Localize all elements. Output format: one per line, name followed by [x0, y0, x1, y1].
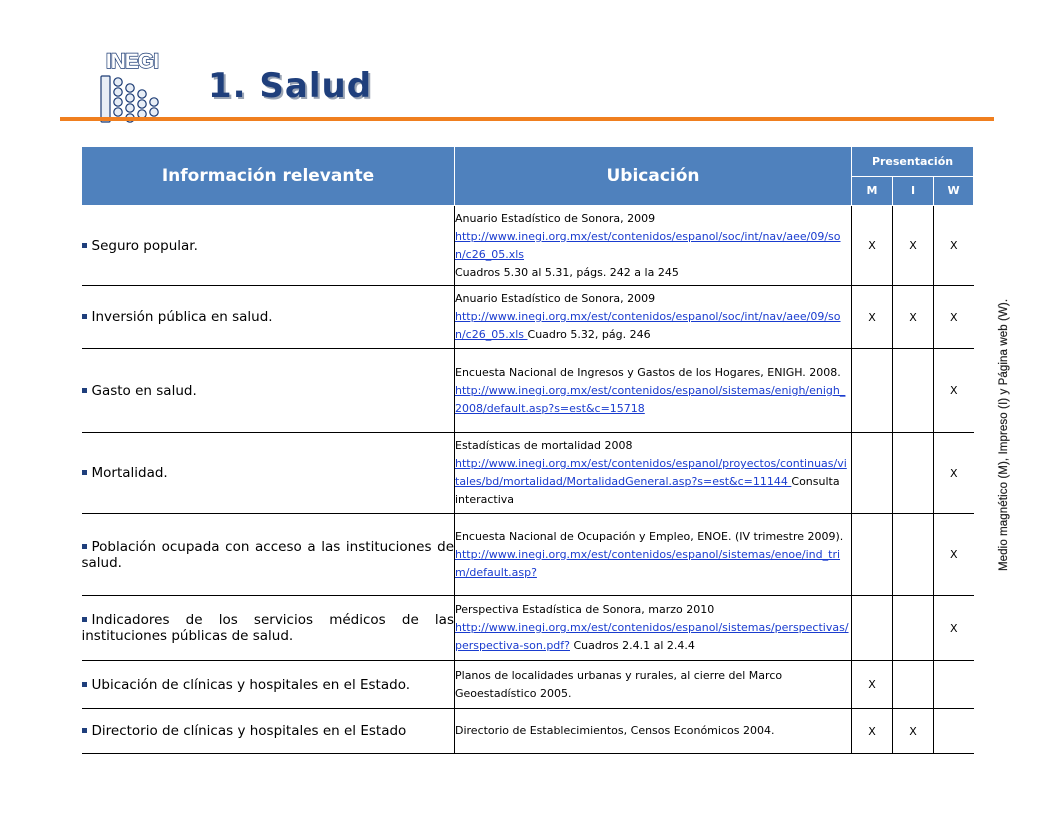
bullet-icon [82, 617, 87, 622]
location-source: Estadísticas de mortalidad 2008 [455, 439, 633, 452]
header-location: Ubicación [455, 147, 852, 206]
info-item [82, 612, 455, 644]
logo-text: INEGI [105, 50, 159, 73]
bullet-icon [82, 544, 87, 549]
cell-location [455, 206, 852, 286]
bullet-icon [82, 243, 87, 248]
location-source: Anuario Estadístico de Sonora, 2009 [455, 211, 656, 225]
info-label: Directorio de clínicas y hospitales en el Estado [91, 723, 407, 739]
cell-i [893, 433, 934, 514]
location-source: Encuesta Nacional de Ocupación y Empleo, ENOE. (IV trimestre 2009). [455, 529, 844, 543]
cell-info [82, 349, 455, 433]
cell-i [893, 349, 934, 433]
cell-m [852, 349, 893, 433]
cell-w [934, 709, 974, 754]
info-label: Indicadores de los servicios médicos de las instituciones públicas de salud. [81, 612, 454, 644]
table-row [82, 349, 974, 433]
cell-i [893, 514, 934, 596]
table-row [82, 596, 974, 661]
info-item [82, 723, 455, 739]
bullet-icon [82, 728, 87, 733]
cell-m: X [852, 661, 893, 709]
location-source: Directorio de Establecimientos, Censos Económicos 2004. [455, 724, 775, 737]
info-item [82, 465, 455, 481]
info-label: Seguro popular. [91, 237, 198, 254]
cell-location [455, 349, 852, 433]
cell-m [852, 514, 893, 596]
header-w: W [934, 176, 974, 206]
cell-w: X [934, 206, 974, 286]
cell-w [934, 661, 974, 709]
location-link[interactable]: http://www.inegi.org.mx/est/contenidos/espanol/soc/int/nav/aee/09/son/c26_05.xls [455, 229, 841, 261]
cell-w: X [934, 286, 974, 349]
cell-m [852, 433, 893, 514]
table-row [82, 206, 974, 286]
cell-m [852, 596, 893, 661]
cell-location [455, 286, 852, 349]
header-i: I [893, 176, 934, 206]
location-link[interactable]: http://www.inegi.org.mx/est/contenidos/espanol/sistemas/perspectivas/perspectiva-son.pdf? [455, 621, 849, 652]
cell-location [455, 433, 852, 514]
location-link[interactable]: http://www.inegi.org.mx/est/contenidos/espanol/sistemas/enoe/ind_trim/default.asp? [455, 547, 841, 579]
info-item [82, 677, 455, 693]
info-item [82, 309, 455, 325]
location-link[interactable]: http://www.inegi.org.mx/est/contenidos/espanol/proyectos/continuas/vitales/bd/mortalidad/MortalidadGeneral.asp?s=est&c=11144 [455, 457, 847, 488]
header-m: M [852, 176, 893, 206]
cell-i: X [893, 709, 934, 754]
cell-m: X [852, 709, 893, 754]
info-table [81, 146, 974, 754]
cell-info [82, 661, 455, 709]
table-row [82, 433, 974, 514]
cell-location [455, 661, 852, 709]
location-detail: Cuadro 5.32, pág. 246 [527, 328, 651, 341]
info-label: Población ocupada con acceso a las instituciones de salud. [81, 538, 454, 571]
cell-w: X [934, 514, 974, 596]
location-source: Anuario Estadístico de Sonora, 2009 [455, 292, 656, 305]
cell-w: X [934, 433, 974, 514]
cell-location [455, 596, 852, 661]
info-label: Gasto en salud. [91, 382, 197, 399]
cell-i [893, 661, 934, 709]
info-label: Inversión pública en salud. [91, 309, 273, 325]
bullet-icon [82, 314, 87, 319]
table-row [82, 709, 974, 754]
table-body [82, 206, 974, 754]
cell-m: X [852, 286, 893, 349]
cell-info [82, 596, 455, 661]
cell-i: X [893, 206, 934, 286]
cell-location [455, 514, 852, 596]
location-detail: Cuadros 2.4.1 al 2.4.4 [573, 639, 695, 652]
location-source: Planos de localidades urbanas y rurales, al cierre del Marco Geoestadístico 2005. [455, 668, 783, 700]
info-label: Mortalidad. [91, 465, 168, 481]
location-link[interactable]: http://www.inegi.org.mx/est/contenidos/espanol/soc/int/nav/aee/09/son/c26_05.xls [455, 310, 841, 341]
cell-w: X [934, 596, 974, 661]
table-row [82, 514, 974, 596]
location-source: Encuesta Nacional de Ingresos y Gastos de los Hogares, ENIGH. 2008. [455, 365, 841, 379]
info-item [82, 238, 455, 254]
header-rule [60, 117, 994, 121]
cell-info [82, 709, 455, 754]
cell-m: X [852, 206, 893, 286]
bullet-icon [82, 388, 87, 393]
cell-w: X [934, 349, 974, 433]
location-detail: Consulta interactiva [455, 475, 840, 506]
table-row [82, 661, 974, 709]
bullet-icon [82, 470, 87, 475]
inegi-logo [96, 50, 168, 126]
page-title: 1. Salud [208, 66, 373, 106]
cell-info [82, 206, 455, 286]
header-presentation: Presentación [852, 147, 974, 177]
cell-location [455, 709, 852, 754]
bullet-icon [82, 682, 87, 687]
location-link[interactable]: http://www.inegi.org.mx/est/contenidos/espanol/sistemas/enigh/enigh_2008/default.asp?s=est&c=15718 [455, 383, 846, 415]
info-item [82, 539, 455, 571]
side-note-legend: Medio magnético (M), Impreso (I) y Página web (W). [998, 298, 1010, 571]
cell-i: X [893, 286, 934, 349]
location-source: Perspectiva Estadística de Sonora, marzo 2010 [455, 603, 715, 616]
cell-info [82, 433, 455, 514]
table-row [82, 286, 974, 349]
location-detail: Cuadros 5.30 al 5.31, págs. 242 a la 245 [455, 265, 679, 279]
cell-info [82, 286, 455, 349]
info-label: Ubicación de clínicas y hospitales en el Estado. [91, 676, 411, 693]
info-item [82, 383, 455, 399]
cell-info [82, 514, 455, 596]
header-info: Información relevante [82, 147, 455, 206]
cell-i [893, 596, 934, 661]
